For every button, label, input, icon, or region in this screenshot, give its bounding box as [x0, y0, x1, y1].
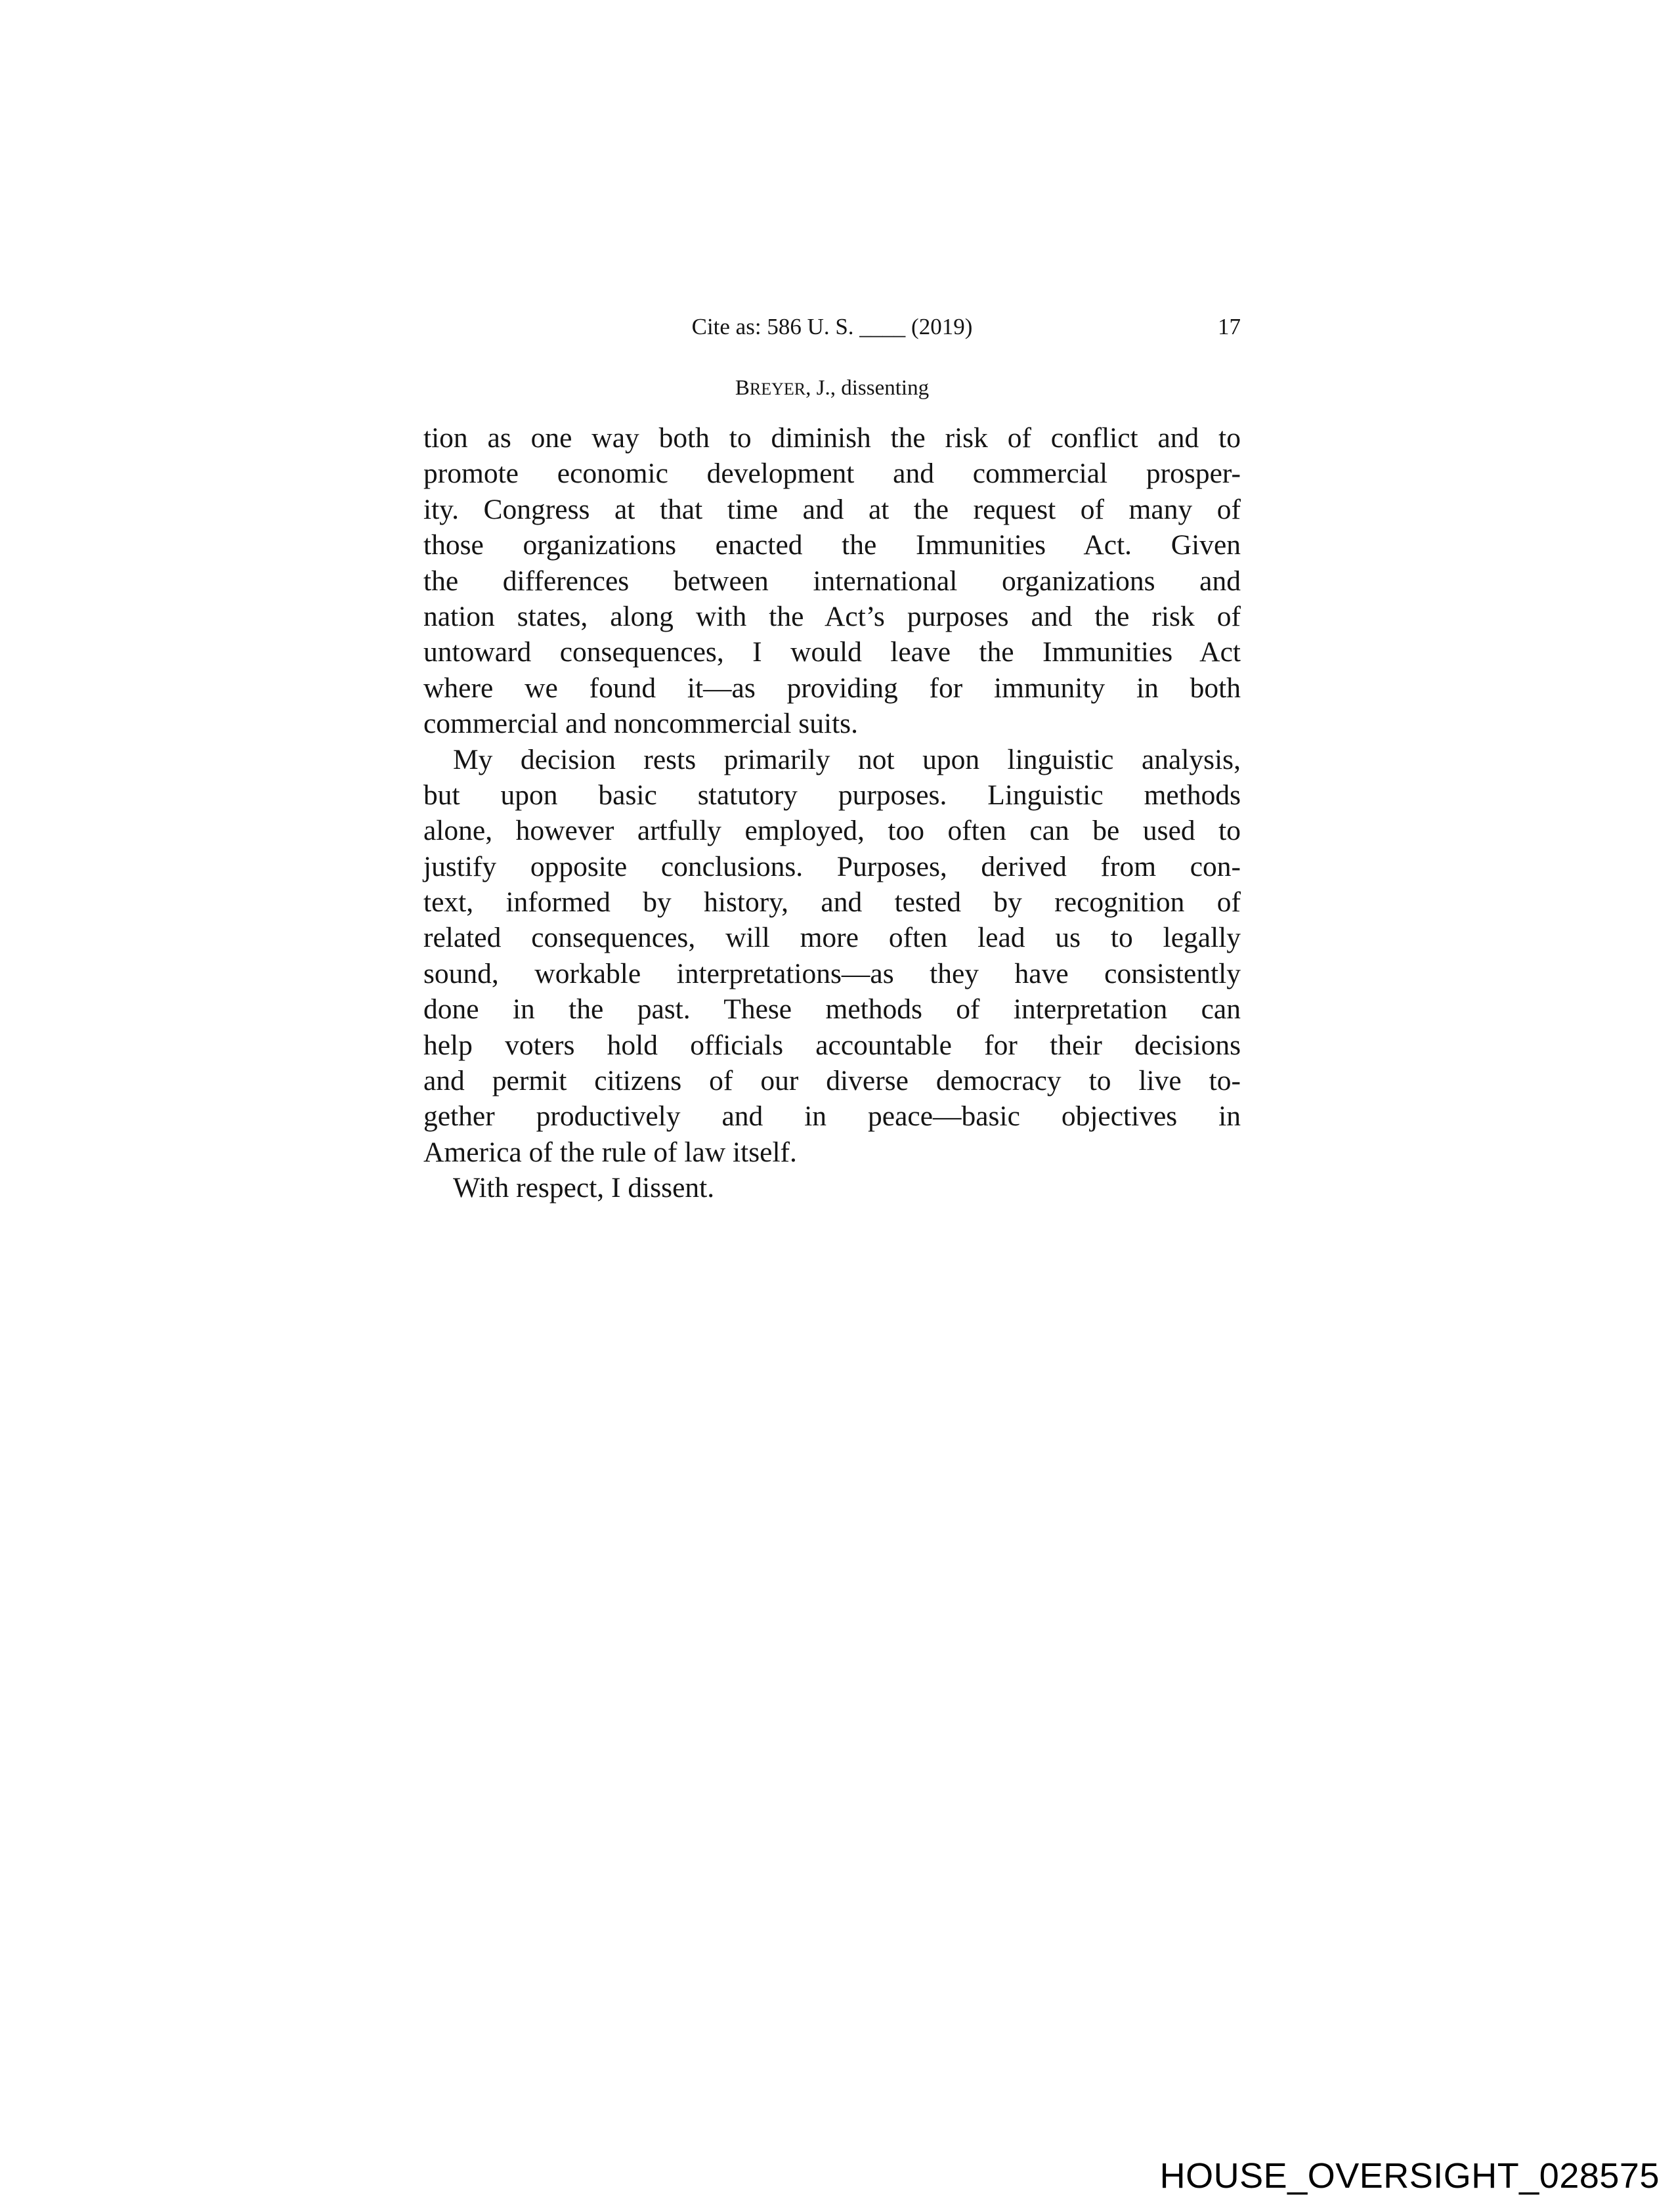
text-line: text, informed by history, and tested by recognition of [423, 886, 1241, 919]
bates-stamp: HOUSE_OVERSIGHT_028575 [1159, 2156, 1660, 2196]
text-line: help voters hold officials accountable for their decisions [423, 1029, 1241, 1061]
running-head [423, 309, 1241, 345]
citation: Cite as: 586 U. S. ____ (2019) [691, 314, 973, 339]
text-line: America of the rule of law itself. [423, 1136, 797, 1168]
author-initial: B [735, 376, 750, 400]
text-line: ity. Congress at that time and at the request of many of [423, 493, 1241, 525]
text-line: and permit citizens of our diverse democracy to live to- [423, 1065, 1241, 1097]
text-line: My decision rests primarily not upon linguistic analysis, [453, 743, 1241, 775]
text-line: commercial and noncommercial suits. [423, 708, 858, 740]
text-line: related consequences, will more often lead us to legally [423, 922, 1241, 954]
text-line: sound, workable interpretations—as they have consistently [423, 957, 1241, 989]
text-line: but upon basic statutory purposes. Linguistic methods [423, 779, 1241, 811]
text-line: gether productively and in peace—basic objectives in [423, 1100, 1241, 1133]
author-line [423, 371, 1241, 405]
page-number: 17 [1218, 314, 1241, 339]
paragraph [423, 742, 1241, 1171]
text-line: untoward consequences, I would leave the Immunities Act [423, 636, 1241, 668]
text-line: those organizations enacted the Immunities Act. Given [423, 529, 1241, 561]
text-line: nation states, along with the Act’s purposes and the risk of [423, 600, 1241, 632]
text-line: tion as one way both to diminish the risk of conflict and to [423, 422, 1241, 454]
text-line: promote economic development and commercial prosper- [423, 458, 1241, 490]
author-suffix: , J., dissenting [805, 376, 930, 400]
text-line: alone, however artfully employed, too often can be used to [423, 815, 1241, 847]
text-line: With respect, I dissent. [453, 1172, 715, 1204]
paragraph [423, 420, 1241, 742]
text-line: where we found it—as providing for immunity in both [423, 672, 1241, 704]
text-line: the differences between international organizations and [423, 565, 1241, 597]
author-name-smallcaps: REYER [749, 380, 806, 399]
opinion-body [423, 420, 1241, 1206]
text-line: done in the past. These methods of interpretation can [423, 993, 1241, 1026]
paragraph [423, 1170, 1241, 1205]
text-line: justify opposite conclusions. Purposes, derived from con- [423, 850, 1241, 882]
